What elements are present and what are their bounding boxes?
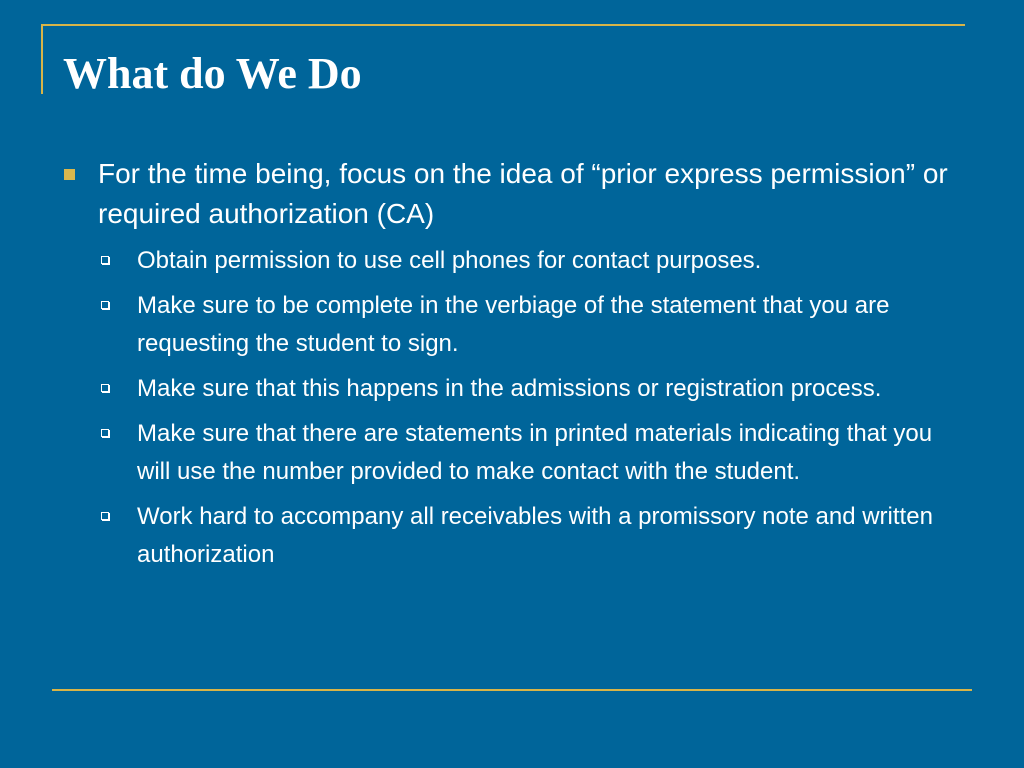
- hollow-square-bullet-icon: [101, 429, 109, 437]
- hollow-square-bullet-icon: [101, 512, 109, 520]
- sub-bullet-text: Make sure that this happens in the admissions or registration process.: [137, 375, 882, 402]
- top-rule: [41, 24, 965, 26]
- sub-bullet-item: [137, 498, 970, 574]
- sub-bullet-item: [137, 287, 970, 363]
- bottom-rule: [52, 689, 972, 691]
- bullet-text: For the time being, focus on the idea of “prior express permission” or required authorization (CA): [98, 158, 948, 229]
- bullet-item: [60, 154, 970, 234]
- sub-bullet-text: Obtain permission to use cell phones for contact purposes.: [137, 247, 762, 274]
- hollow-square-bullet-icon: [101, 384, 109, 392]
- left-rule: [41, 24, 43, 94]
- sub-bullet-text: Make sure that there are statements in printed materials indicating that you will use the number provided to make contact with the student.: [137, 420, 933, 485]
- square-bullet-icon: [64, 169, 75, 180]
- sub-bullet-item: [137, 415, 970, 491]
- sub-bullet-text: Make sure to be complete in the verbiage of the statement that you are requesting the student to sign.: [137, 292, 890, 357]
- hollow-square-bullet-icon: [101, 301, 109, 309]
- sub-bullet-item: [137, 370, 970, 408]
- sub-bullet-text: Work hard to accompany all receivables with a promissory note and written authorization: [137, 503, 933, 568]
- slide-body: [60, 154, 970, 581]
- hollow-square-bullet-icon: [101, 256, 109, 264]
- sub-bullet-item: [137, 242, 970, 280]
- slide-title: What do We Do: [63, 49, 362, 98]
